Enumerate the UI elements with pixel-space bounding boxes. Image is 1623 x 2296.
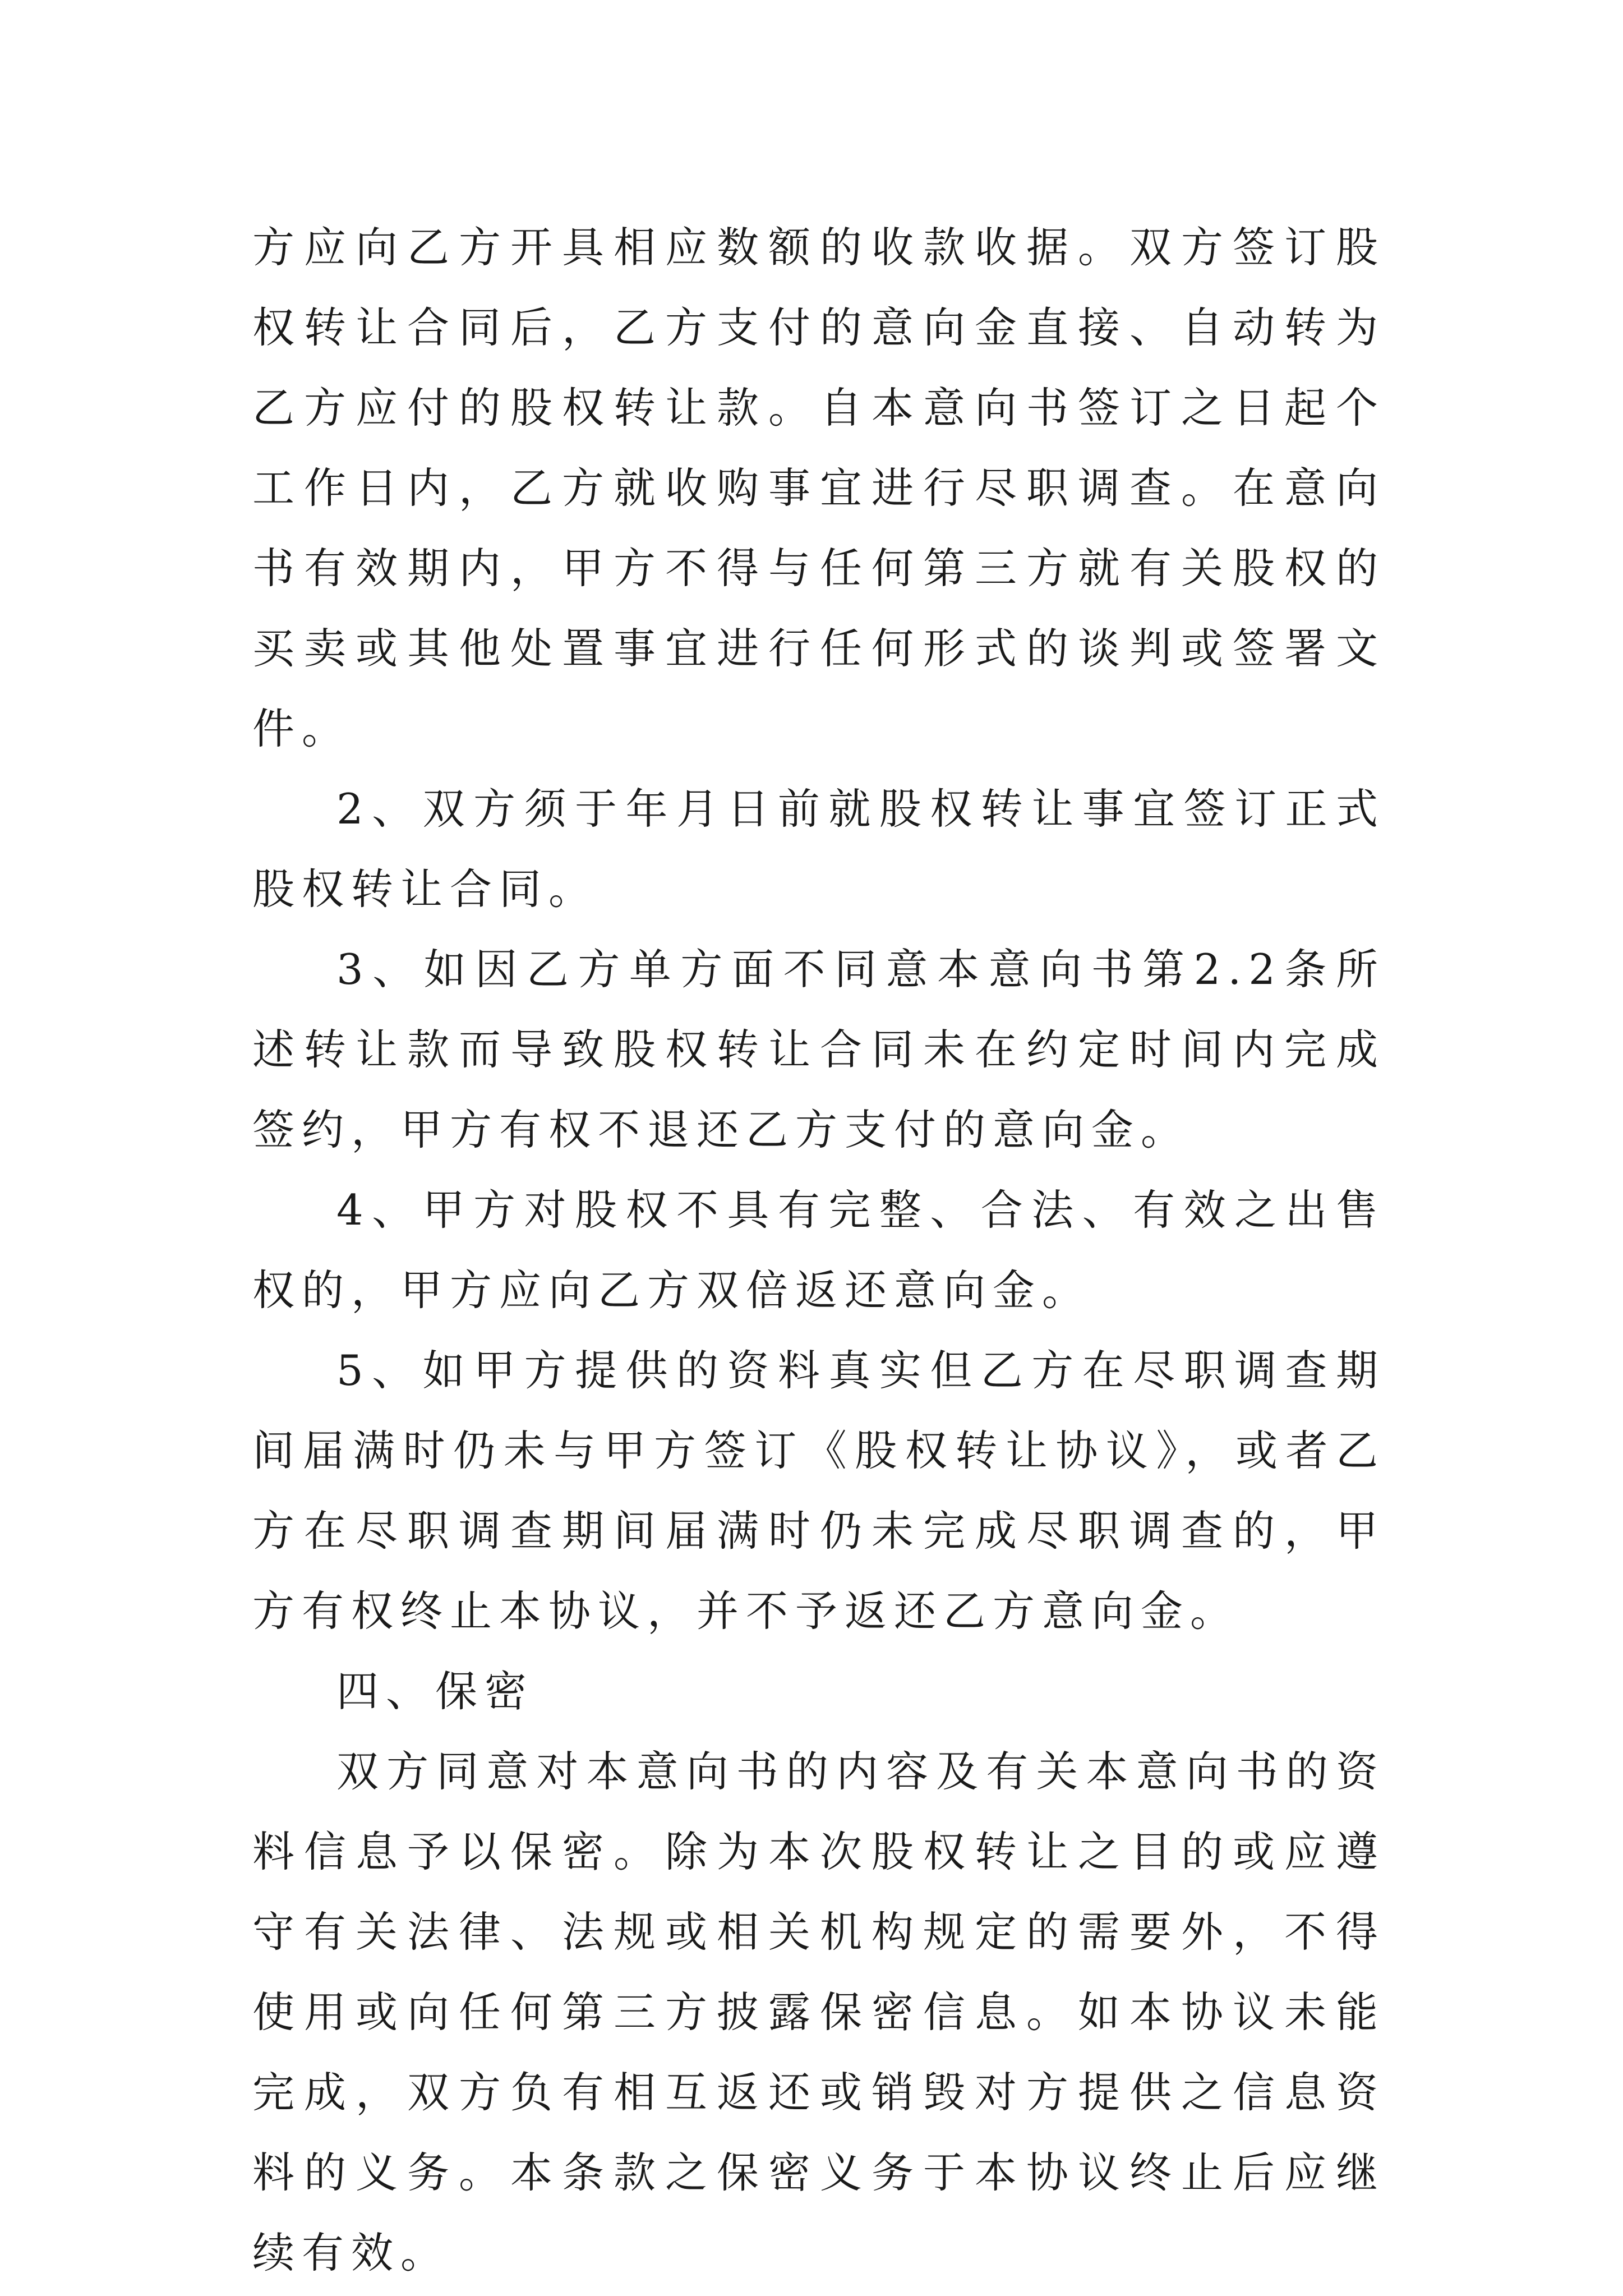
- paragraph-confidentiality: 双方同意对本意向书的内容及有关本意向书的资料信息予以保密。除为本次股权转让之目的或应遵守有关法律、法规或相关机构规定的需要外，不得使用或向任何第三方披露保密信息。如本协议未能完成，双方负有相互返还或销毁对方提供之信息资料的义务。本条款之保密义务于本协议终止后应继续有效。: [252, 1747, 1385, 2277]
- paragraph-clause-5: 5、如甲方提供的资料真实但乙方在尽职调查期间届满时仍未与甲方签订《股权转让协议》，或者乙方在尽职调查期间届满时仍未完成尽职调查的，甲方有权终止本协议，并不予返还乙方意向金。: [252, 1346, 1385, 1636]
- paragraph-clause-4: 4、甲方对股权不具有完整、合法、有效之出售权的，甲方应向乙方双倍返还意向金。: [252, 1185, 1385, 1315]
- paragraph-clause-2: 2、双方须于年月日前就股权转让事宜签订正式股权转让合同。: [252, 784, 1385, 914]
- document-body: [252, 208, 1385, 2293]
- paragraph-continuation: 方应向乙方开具相应数额的收款收据。双方签订股权转让合同后，乙方支付的意向金直接、自动转为乙方应付的股权转让款。自本意向书签订之日起个工作日内，乙方就收购事宜进行尽职调查。在意向书有效期内，甲方不得与任何第三方就有关股权的买卖或其他处置事宜进行任何形式的谈判或签署文件。: [252, 223, 1385, 753]
- section-heading-confidentiality: 四、保密: [336, 1667, 534, 1716]
- paragraph-clause-3: 3、如因乙方单方面不同意本意向书第2.2条所述转让款而导致股权转让合同未在约定时间内完成签约，甲方有权不退还乙方支付的意向金。: [252, 945, 1385, 1154]
